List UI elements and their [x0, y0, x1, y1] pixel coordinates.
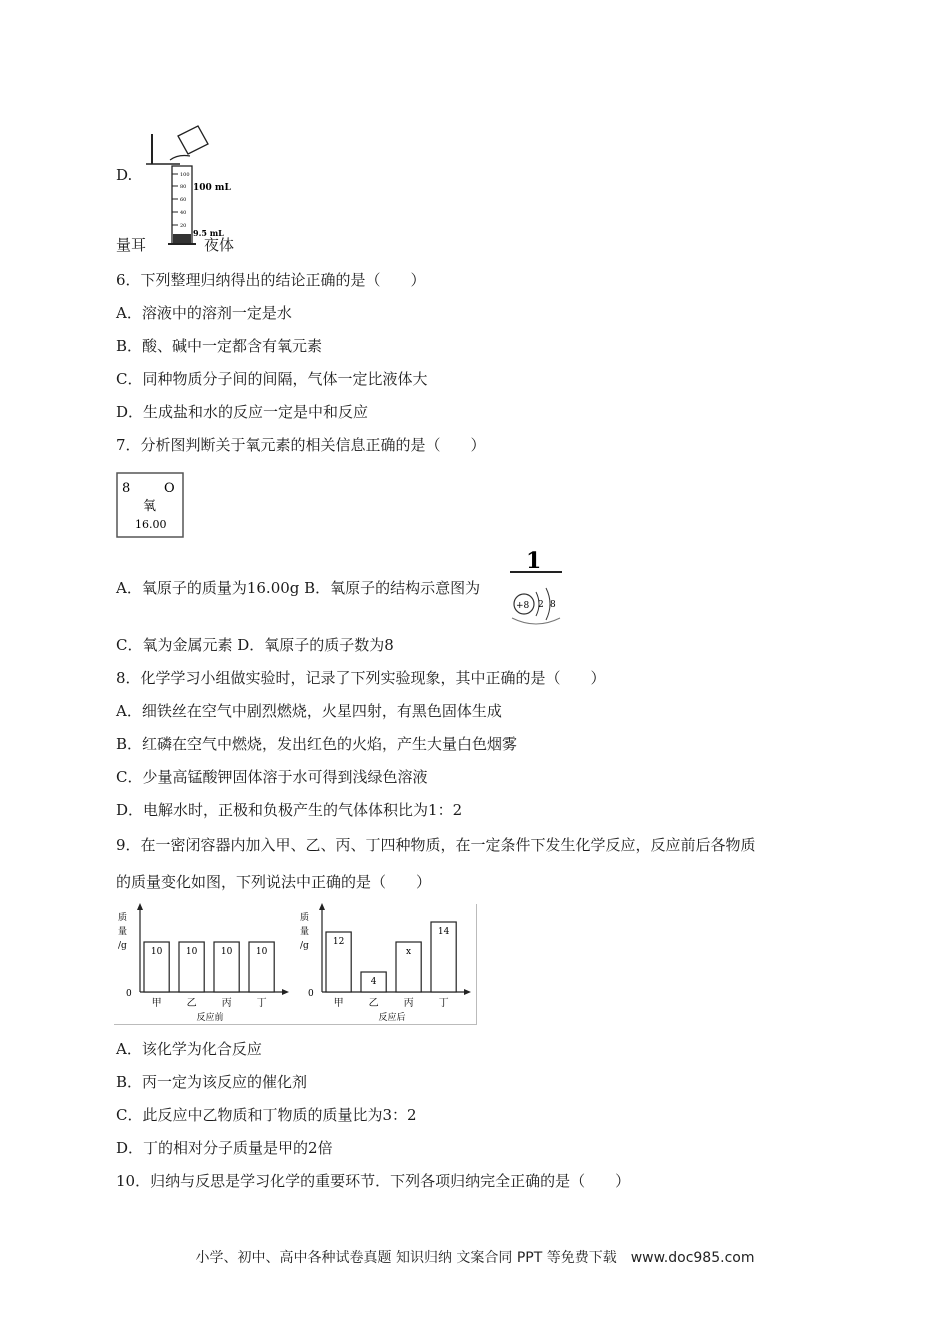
- q8-option-d: D．电解水时，正极和负极产生的气体体积比为1：2: [116, 801, 463, 819]
- q9-option-c: C．此反应中乙物质和丁物质的质量比为3：2: [116, 1106, 417, 1124]
- element-card-oxygen: [116, 472, 184, 538]
- data-label: 12: [332, 937, 345, 947]
- x-axis-arrow: [282, 989, 289, 995]
- q9-stem-line2: 的质量变化如图，下列说法中正确的是（ ）: [116, 873, 432, 891]
- y-axis-label-char: 质: [300, 913, 310, 923]
- q8-option-b: B．红磷在空气中燃烧，发出红色的火焰，产生大量白色烟雾: [116, 735, 518, 753]
- category-label: 丁: [256, 998, 267, 1009]
- origin-label: 0: [126, 989, 132, 999]
- x-axis-arrow: [464, 989, 471, 995]
- q7-option-cd: C．氧为金属元素 D．氧原子的质子数为8: [116, 636, 394, 654]
- oxygen-atom-diagram: [506, 548, 566, 630]
- q6-stem: 6．下列整理归纳得出的结论正确的是（ ）: [116, 271, 426, 289]
- origin-label: 0: [308, 989, 314, 999]
- q10-stem: 10．归纳与反思是学习化学的重要环节．下列各项归纳完全正确的是（ ）: [116, 1172, 631, 1190]
- page-footer: 小学、初中、高中各种试卷真题 知识归纳 文案合同 PPT 等免费下载 www.doc985.com: [195, 1250, 755, 1266]
- q7-stem: 7．分析图判断关于氧元素的相关信息正确的是（ ）: [116, 436, 486, 454]
- data-label: 10: [185, 947, 198, 957]
- q6-option-c: C．同种物质分子间的间隔，气体一定比液体大: [116, 370, 428, 388]
- y-axis-arrow: [319, 903, 325, 910]
- q6-option-a: A．溶液中的溶剂一定是水: [116, 304, 292, 322]
- shell-electrons-2: 8: [550, 600, 556, 610]
- q5-caption-right: 夜体: [204, 236, 235, 254]
- scale-label: 60: [180, 197, 187, 203]
- fraction-mark: 1: [526, 548, 542, 574]
- category-label: 乙: [186, 998, 197, 1009]
- data-label: 10: [220, 947, 233, 957]
- y-axis-arrow: [137, 903, 143, 910]
- cylinder-top-label: 100 mL: [193, 183, 231, 193]
- q6-option-d: D．生成盐和水的反应一定是中和反应: [116, 403, 369, 421]
- nucleus-charge: +8: [516, 601, 530, 611]
- element-name: 氧: [143, 499, 157, 514]
- element-mass: 16.00: [135, 518, 167, 531]
- scale-label: 40: [180, 210, 187, 216]
- q5-caption-left: 量耳: [116, 236, 147, 254]
- data-label: 10: [150, 947, 163, 957]
- scale-label: 100: [180, 172, 190, 178]
- data-label: x: [406, 947, 412, 957]
- q8-option-a: A．细铁丝在空气中剧烈燃烧，火星四射，有黑色固体生成: [116, 702, 502, 720]
- element-symbol: O: [164, 481, 175, 496]
- y-axis-label-char: 量: [118, 927, 128, 937]
- chart-after-reaction: [296, 904, 476, 1024]
- chart-before-reaction: [114, 904, 294, 1024]
- y-axis-label-char: 质: [118, 913, 128, 923]
- chart-title: 反应前: [196, 1013, 224, 1023]
- element-number: 8: [122, 481, 131, 496]
- q9-option-b: B．丙一定为该反应的催化剂: [116, 1073, 308, 1091]
- q7-option-ab: A．氧原子的质量为16.00g B．氧原子的结构示意图为: [116, 579, 481, 597]
- q8-option-c: C．少量高锰酸钾固体溶于水可得到浅绿色溶液: [116, 768, 428, 786]
- y-axis-label-char: 量: [300, 927, 310, 937]
- y-axis-label-char: /g: [300, 941, 309, 951]
- category-label: 丁: [438, 998, 449, 1009]
- category-label: 甲: [333, 998, 344, 1009]
- q9-option-a: A．该化学为化合反应: [116, 1040, 262, 1058]
- category-label: 丙: [403, 998, 414, 1009]
- category-label: 甲: [151, 998, 162, 1009]
- shell-electrons-1: 2: [538, 600, 544, 610]
- category-label: 丙: [221, 998, 232, 1009]
- scale-label: 80: [180, 184, 187, 190]
- data-label: 4: [370, 977, 377, 987]
- chart-title: 反应后: [378, 1013, 406, 1023]
- q9-option-d: D．丁的相对分子质量是甲的2倍: [116, 1139, 333, 1157]
- cylinder-reading-label: 9.5 mL: [193, 228, 224, 238]
- category-label: 乙: [368, 998, 379, 1009]
- scale-label: 20: [180, 223, 187, 229]
- q8-stem: 8．化学学习小组做实验时，记录了下列实验现象，其中正确的是（ ）: [116, 669, 606, 687]
- q5-option-d-label: D.: [116, 166, 133, 184]
- q9-stem-line1: 9．在一密闭容器内加入甲、乙、丙、丁四种物质，在一定条件下发生化学反应，反应前后各物质: [116, 836, 756, 854]
- y-axis-label-char: /g: [118, 941, 127, 951]
- data-label: 10: [255, 947, 268, 957]
- q6-option-b: B．酸、碱中一定都含有氧元素: [116, 337, 323, 355]
- q9-bar-charts: [114, 904, 477, 1025]
- data-label: 14: [437, 927, 450, 937]
